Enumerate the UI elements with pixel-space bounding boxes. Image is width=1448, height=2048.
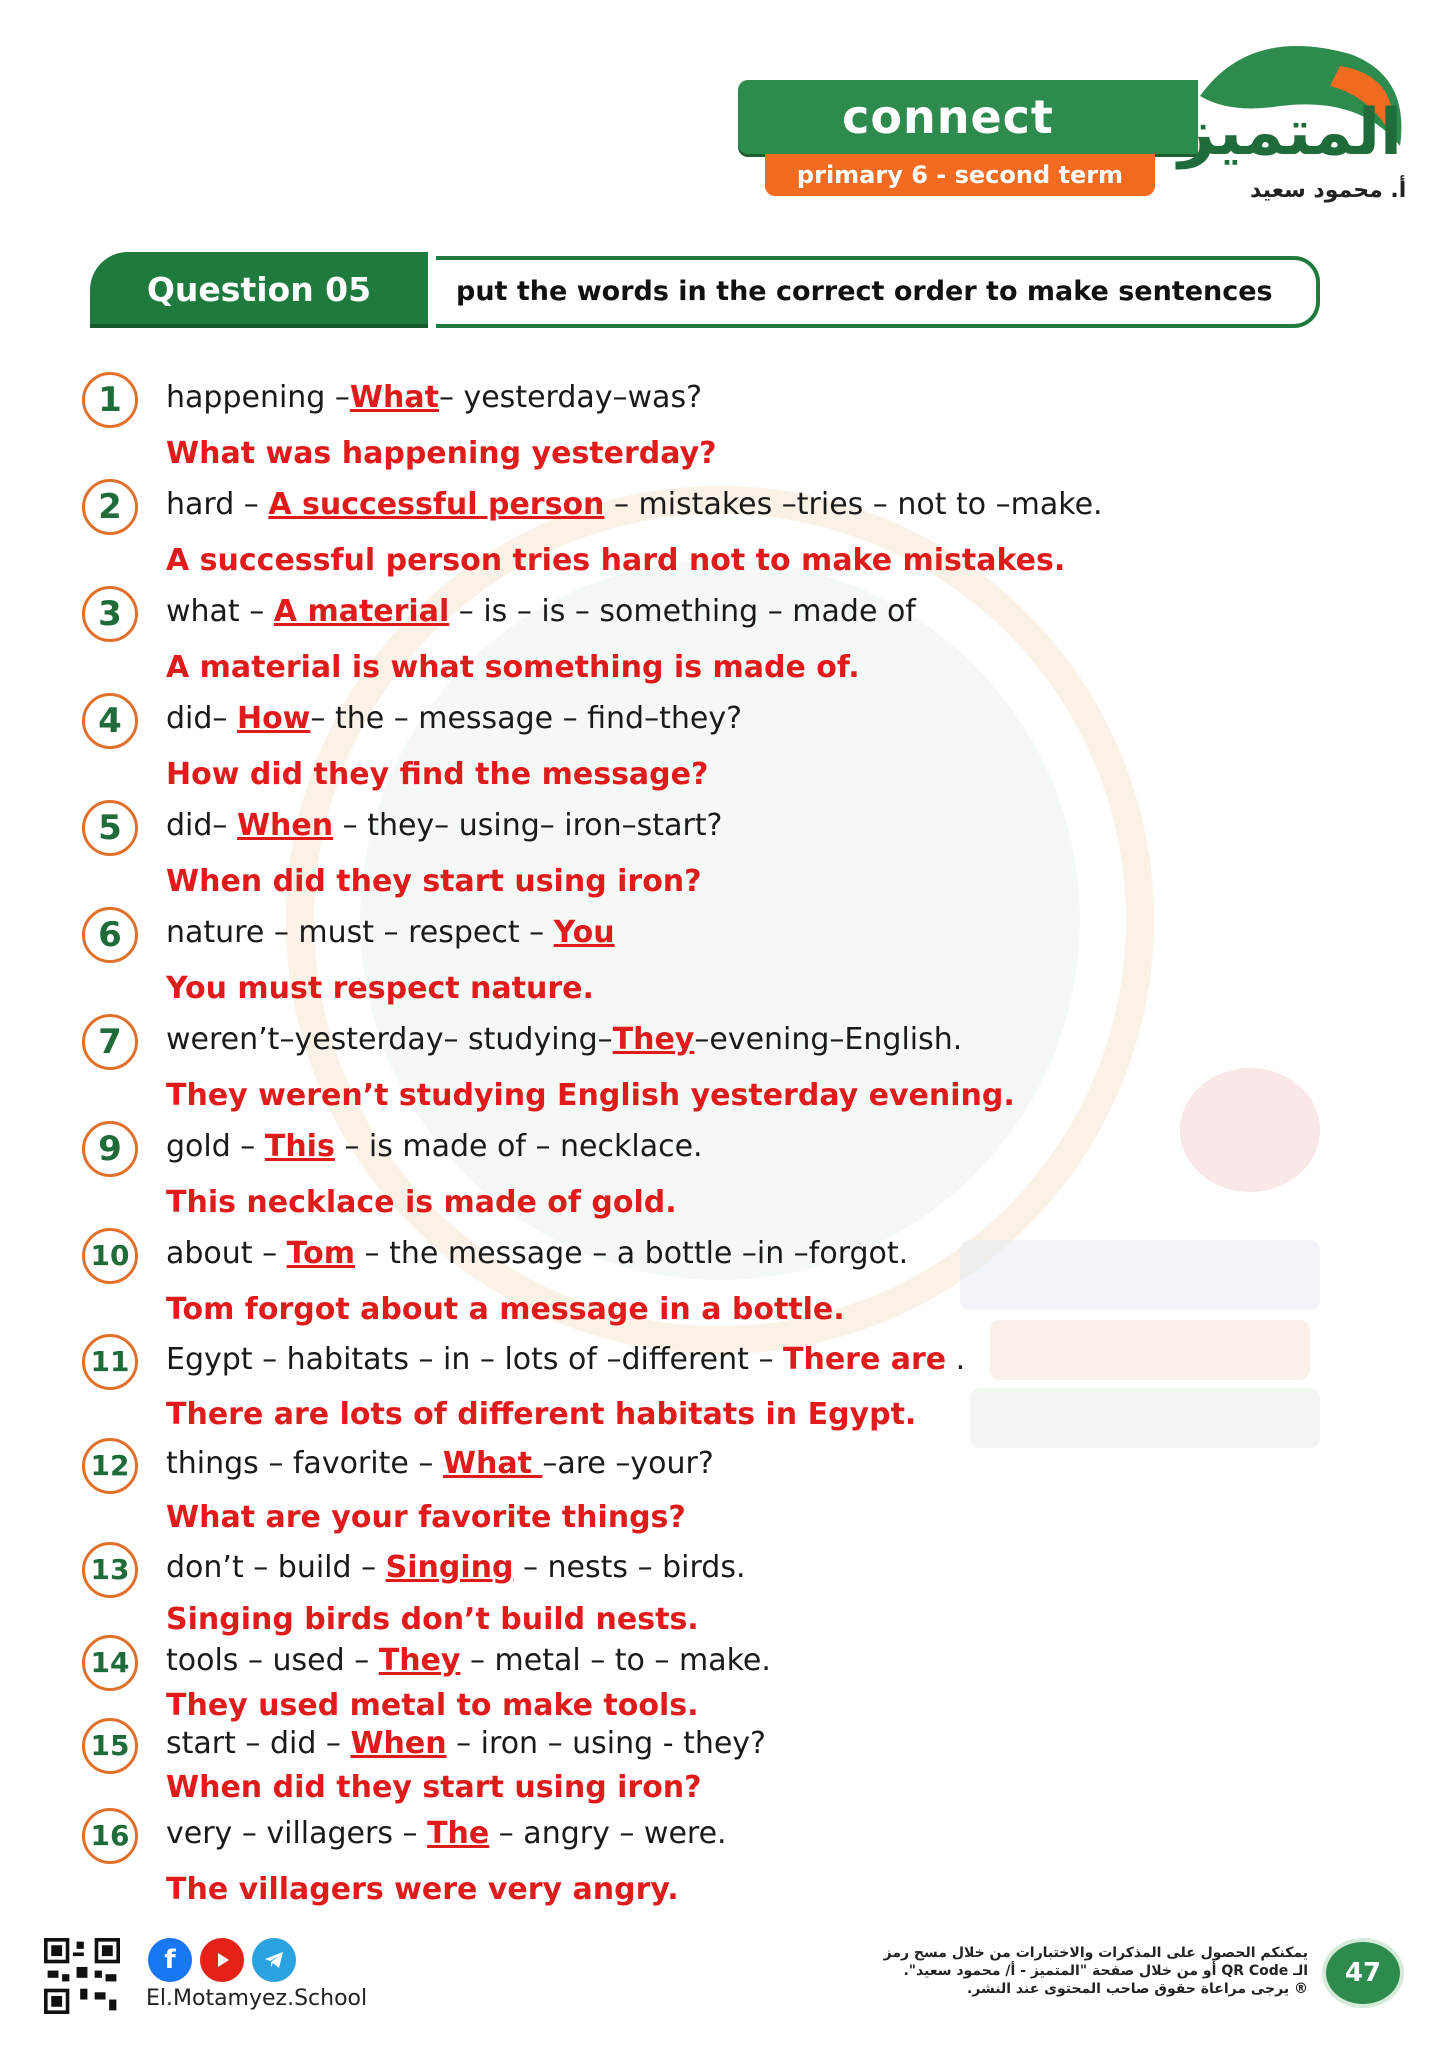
answer-sentence: What are your favorite things?	[166, 1500, 686, 1535]
item-number: 15	[82, 1718, 138, 1774]
starter-keyword: When	[350, 1726, 447, 1761]
starter-keyword: They	[378, 1643, 461, 1678]
answer-sentence: They weren’t studying English yesterday evening.	[166, 1078, 1015, 1113]
footer-note-line: يمكنكم الحصول على المذكرات والاختبارات من خلال مسح رمز	[883, 1945, 1308, 1961]
scrambled-words	[166, 380, 702, 415]
starter-keyword: Tom	[286, 1236, 355, 1271]
word-list-end: – the – message – find–they?	[310, 701, 743, 736]
logo-text: المتميز	[1178, 96, 1402, 170]
answer-sentence: A material is what something is made of.	[166, 650, 860, 685]
word-list-end: – iron – using - they?	[446, 1726, 766, 1761]
facebook-icon[interactable]: f	[148, 1938, 192, 1982]
word-list-end: – yesterday–was?	[438, 380, 702, 415]
word-list-end: – nests – birds.	[513, 1550, 746, 1585]
word-list-end: – the message – a bottle –in –forgot.	[355, 1236, 909, 1271]
item-number: 10	[82, 1228, 138, 1284]
footer-note-line: ® يرجى مراعاة حقوق صاحب المحتوى عند النشر.	[966, 1981, 1308, 1997]
word-list-start: gold –	[166, 1129, 265, 1164]
header-title: connect	[842, 90, 1054, 144]
answer-sentence: There are lots of different habitats in Egypt.	[166, 1397, 917, 1432]
word-list-start: don’t – build –	[166, 1550, 386, 1585]
starter-keyword: This	[264, 1129, 335, 1164]
scrambled-words	[166, 1342, 965, 1377]
school-handle: El.Motamyez.School	[146, 1986, 368, 2011]
social-icons	[148, 1938, 296, 1982]
youtube-icon[interactable]	[200, 1938, 244, 1982]
scrambled-words	[166, 701, 742, 736]
word-list-end: – is – is – something – made of	[449, 594, 916, 629]
footer-note	[860, 1944, 1308, 1998]
header-subtitle: primary 6 - second term	[796, 161, 1124, 189]
scrambled-words	[166, 915, 615, 950]
answer-sentence: You must respect nature.	[166, 971, 594, 1006]
word-list-start: weren’t–yesterday– studying–	[166, 1022, 613, 1057]
scrambled-words	[166, 1726, 766, 1761]
answer-sentence: The villagers were very angry.	[166, 1872, 679, 1907]
item-number: 3	[82, 586, 138, 642]
item-number: 9	[82, 1121, 138, 1177]
word-list-start: things – favorite –	[166, 1446, 443, 1481]
scrambled-words	[166, 1816, 727, 1851]
scrambled-words	[166, 1643, 771, 1678]
item-number: 5	[82, 800, 138, 856]
item-number: 6	[82, 907, 138, 963]
word-list-start: nature – must – respect –	[166, 915, 554, 950]
starter-keyword: There are	[783, 1342, 947, 1377]
item-number: 11	[82, 1334, 138, 1390]
header-subtitle-banner	[765, 154, 1155, 196]
word-list-end: –are –your?	[542, 1446, 714, 1481]
answer-sentence: What was happening yesterday?	[166, 436, 717, 471]
scrambled-words	[166, 487, 1103, 522]
word-list-start: hard –	[166, 487, 269, 522]
starter-keyword: How	[236, 701, 311, 736]
word-list-end: .	[946, 1342, 966, 1377]
word-list-start: very – villagers –	[166, 1816, 428, 1851]
scrambled-words	[166, 1446, 714, 1481]
question-label: Question 05	[90, 252, 428, 328]
author-name: أ. محمود سعيد	[1250, 178, 1407, 203]
scrambled-words	[166, 1022, 962, 1057]
word-list-start: happening –	[166, 380, 350, 415]
scrambled-words	[166, 1236, 908, 1271]
item-number: 14	[82, 1635, 138, 1691]
starter-keyword: What	[349, 380, 439, 415]
item-number: 2	[82, 479, 138, 535]
answer-sentence: When did they start using iron?	[166, 1770, 702, 1805]
word-list-end: –evening–English.	[694, 1022, 963, 1057]
answer-sentence: When did they start using iron?	[166, 864, 702, 899]
word-list-end: – metal – to – make.	[460, 1643, 771, 1678]
header-banner	[738, 80, 1198, 154]
word-list-start: Egypt – habitats – in – lots of –different –	[166, 1342, 783, 1377]
word-list-start: about –	[166, 1236, 287, 1271]
starter-keyword: The	[427, 1816, 490, 1851]
starter-keyword: You	[553, 915, 615, 950]
word-list-start: did–	[166, 808, 237, 843]
scrambled-words	[166, 1550, 746, 1585]
word-list-start: what –	[166, 594, 274, 629]
item-number: 4	[82, 693, 138, 749]
answer-sentence: This necklace is made of gold.	[166, 1185, 677, 1220]
starter-keyword: When	[236, 808, 334, 843]
telegram-icon[interactable]	[252, 1938, 296, 1982]
word-list-start: did–	[166, 701, 237, 736]
answer-sentence: Singing birds don’t build nests.	[166, 1602, 699, 1637]
item-number: 7	[82, 1014, 138, 1070]
scrambled-words	[166, 808, 722, 843]
starter-keyword: They	[612, 1022, 695, 1057]
scrambled-words	[166, 1129, 703, 1164]
starter-keyword: Singing	[385, 1550, 514, 1585]
item-number: 16	[82, 1808, 138, 1864]
question-instruction: put the words in the correct order to make sentences	[436, 256, 1320, 328]
starter-keyword: A successful person	[268, 487, 605, 522]
item-number: 1	[82, 372, 138, 428]
word-list-end: – mistakes –tries – not to –make.	[604, 487, 1103, 522]
scrambled-words	[166, 594, 916, 629]
item-number: 12	[82, 1438, 138, 1494]
answer-sentence: They used metal to make tools.	[166, 1688, 699, 1723]
item-number: 13	[82, 1542, 138, 1598]
answer-sentence: A successful person tries hard not to make mistakes.	[166, 543, 1066, 578]
word-list-start: tools – used –	[166, 1643, 379, 1678]
word-list-end: – is made of – necklace.	[334, 1129, 703, 1164]
question-header	[90, 252, 1308, 328]
starter-keyword: A material	[273, 594, 450, 629]
footer-note-line: الـ QR Code أو من خلال صفحة "المتميز - أ/ محمود سعيد".	[903, 1963, 1308, 1979]
page-number: 47	[1326, 1942, 1400, 2004]
starter-keyword: What	[442, 1446, 543, 1481]
word-list-start: start – did –	[166, 1726, 351, 1761]
answer-sentence: Tom forgot about a message in a bottle.	[166, 1292, 845, 1327]
word-list-end: – angry – were.	[489, 1816, 727, 1851]
qr-code-icon	[44, 1938, 120, 2014]
answer-sentence: How did they find the message?	[166, 757, 709, 792]
word-list-end: – they– using– iron–start?	[333, 808, 723, 843]
